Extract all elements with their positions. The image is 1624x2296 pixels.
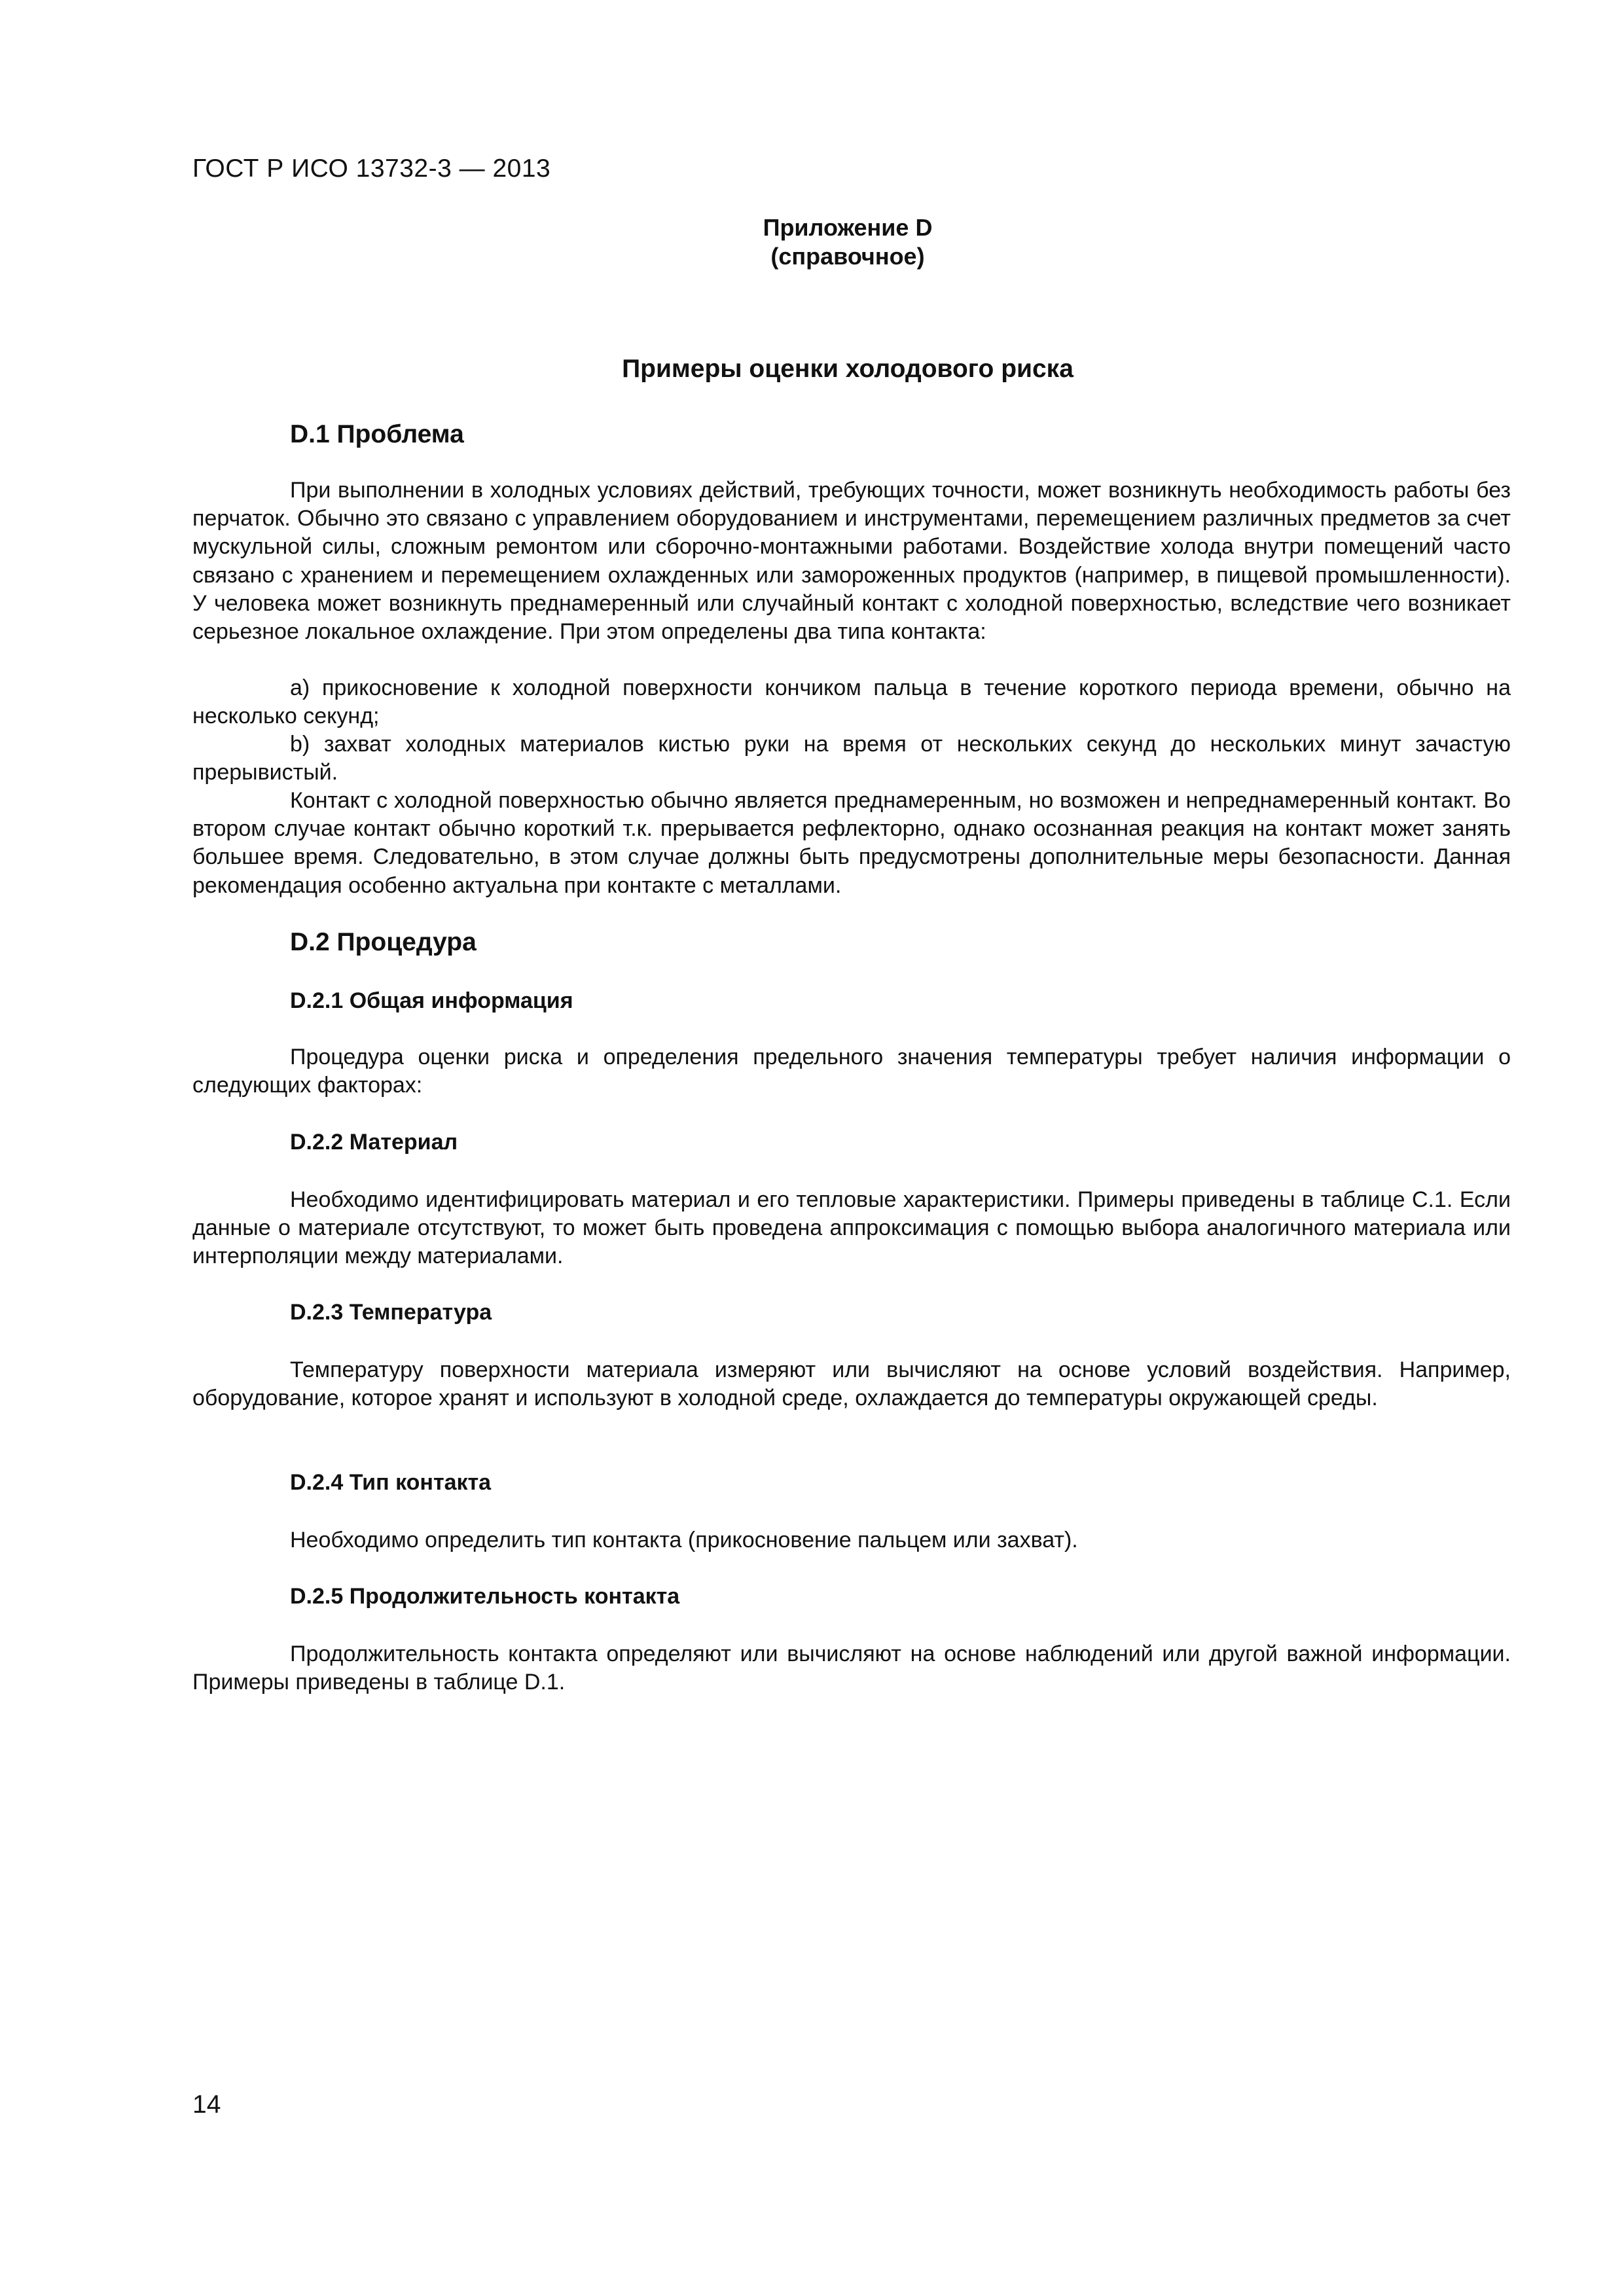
section-d2-4-heading: D.2.4 Тип контакта [290, 1470, 492, 1495]
section-d2-3-text: Температуру поверхности материала измеряют или вычисляют на основе условий воздействия. Например, оборудование, которое хранят и используют в холодной среде, охлаждается до температуры окружающей среды. [192, 1357, 1511, 1411]
section-d1-heading: D.1 Проблема [290, 420, 464, 448]
section-d2-1-heading: D.2.1 Общая информация [290, 988, 573, 1013]
standard-code: ГОСТ Р ИСО 13732-3 — 2013 [192, 154, 551, 183]
section-d2-3-heading: D.2.3 Температура [290, 1300, 492, 1325]
section-d2-2-heading: D.2.2 Материал [290, 1130, 458, 1155]
section-d2-2-text: Необходимо идентифицировать материал и его тепловые характеристики. Примеры приведены в таблице С.1. Если данные о материале отсутствуют, то может быть проведена аппроксимация с помощью выбора аналогичного материала или интерполяции между материалами. [192, 1187, 1511, 1269]
section-d1-item-a: a) прикосновение к холодной поверхности кончиком пальца в течение короткого периода времени, обычно на несколько секунд; [192, 675, 1511, 729]
section-d1-paragraph-2: Контакт с холодной поверхностью обычно является преднамеренным, но возможен и непреднамеренный контакт. Во втором случае контакт обычно короткий т.к. прерывается рефлекторно, однако осознанная реакция на контакт может занять большее время. Следовательно, в этом случае должны быть предусмотрены дополнительные меры безопасности. Данная рекомендация особенно актуальна при контакте с металлами. [192, 788, 1511, 898]
section-d2-5-text: Продолжительность контакта определяют или вычисляют на основе наблюдений или другой важной информации. Примеры приведены в таблице D.1. [192, 1641, 1511, 1695]
section-d2-1-text: Процедура оценки риска и определения предельного значения температуры требует наличия информации о следующих факторах: [192, 1045, 1511, 1098]
appendix-label: Приложение D [763, 214, 933, 241]
section-d2-4-text: Необходимо определить тип контакта (прикосновение пальцем или захват). [290, 1528, 1078, 1552]
section-d2-5-heading: D.2.5 Продолжительность контакта [290, 1584, 680, 1609]
appendix-status: (справочное) [770, 243, 925, 270]
page-title: Примеры оценки холодового риска [622, 355, 1074, 383]
section-d2-heading: D.2 Процедура [290, 928, 477, 956]
page-number: 14 [192, 2090, 221, 2119]
section-d1-paragraph-1: При выполнении в холодных условиях действий, требующих точности, может возникнуть необходимость работы без перчаток. Обычно это связано с управлением оборудованием и инструментами, перемещением различных предметов за счет мускульной силы, сложным ремонтом или сборочно-монтажными работами. Воздействие холода внутри помещений часто связано с хранением и перемещением охлажденных или замороженных продуктов (например, в пищевой промышленности). У человека может возникнуть преднамеренный или случайный контакт с холодной поверхностью, вследствие чего возникает серьезное локальное охлаждение. При этом определены два типа контакта: [192, 478, 1511, 645]
section-d1-item-b: b) захват холодных материалов кистью руки на время от нескольких секунд до нескольких минут зачастую прерывистый. [192, 732, 1511, 785]
